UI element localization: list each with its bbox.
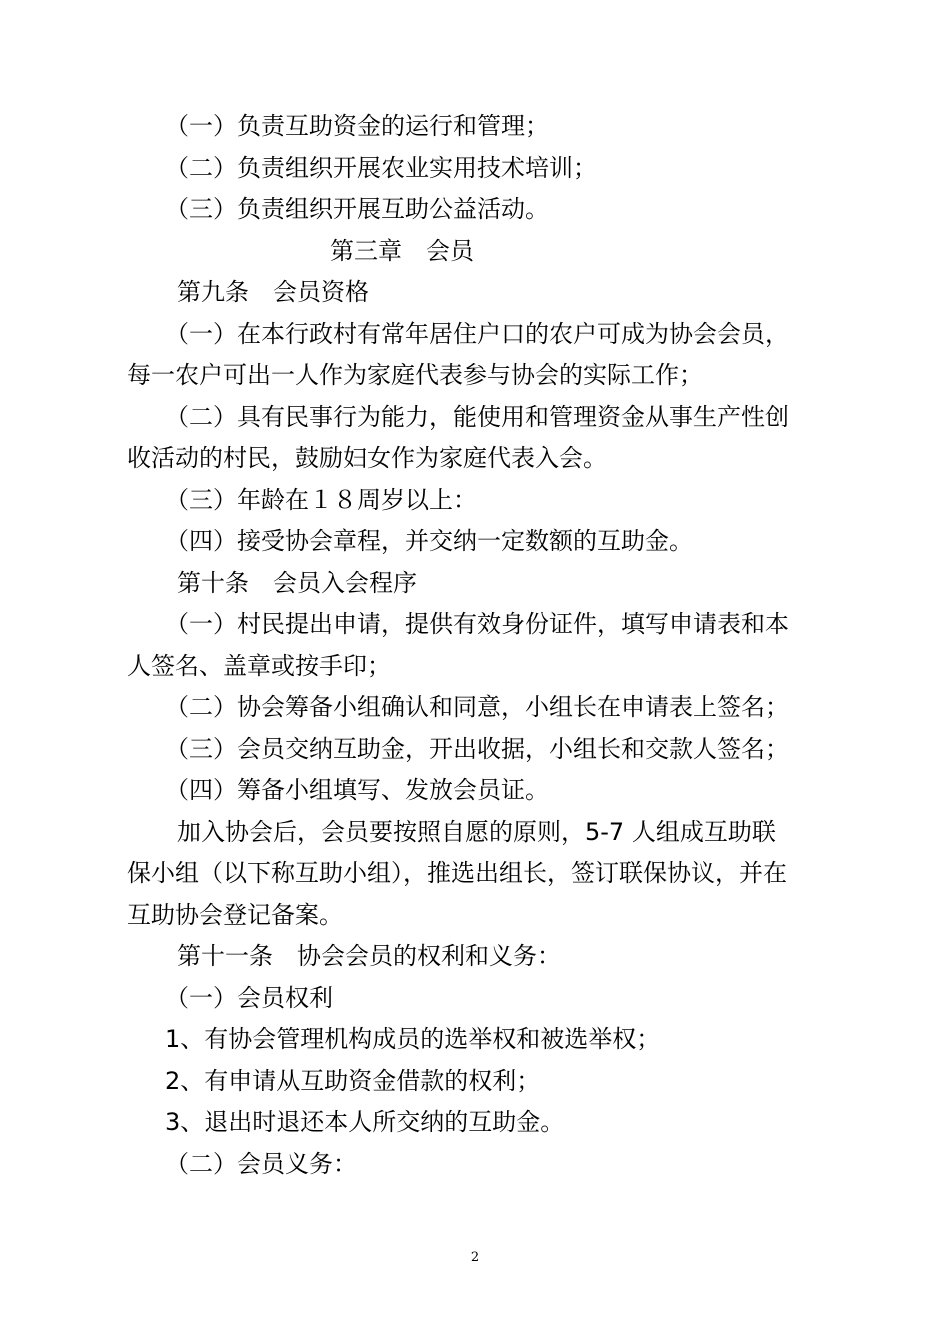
clause-continuation: 收活动的村民，鼓励妇女作为家庭代表入会。 — [127, 444, 607, 472]
clause-line: （二）协会筹备小组确认和同意，小组长在申请表上签名； — [165, 693, 789, 721]
clause-line: （二）会员义务： — [165, 1149, 357, 1178]
clause-line: （一）会员权利 — [165, 983, 333, 1012]
article-heading: 第十一条 协会会员的权利和义务： — [177, 942, 561, 970]
list-item: 2、有申请从互助资金借款的权利； — [165, 1066, 541, 1095]
paragraph-continuation: 互助协会登记备案。 — [127, 900, 343, 929]
page-number: 2 — [470, 1250, 480, 1265]
clause-line: （四）筹备小组填写、发放会员证。 — [165, 776, 549, 804]
clause-line: （一）在本行政村有常年居住户口的农户可成为协会会员， — [165, 319, 789, 348]
clause-line: （一）负责互助资金的运行和管理； — [165, 112, 549, 140]
clause-line: （一）村民提出申请，提供有效身份证件，填写申请表和本 — [165, 610, 789, 638]
clause-continuation: 每一农户可出一人作为家庭代表参与协会的实际工作； — [127, 361, 703, 389]
clause-line: （三）年龄在１８周岁以上： — [165, 485, 477, 514]
chapter-heading: 第三章 会员 — [330, 236, 474, 265]
clause-line: （二）负责组织开展农业实用技术培训； — [165, 153, 597, 182]
clause-line: （三）会员交纳互助金，开出收据，小组长和交款人签名； — [165, 734, 789, 763]
clause-continuation: 人签名、盖章或按手印； — [127, 651, 391, 680]
paragraph-continuation: 保小组（以下称互助小组），推选出组长，签订联保协议，并在 — [127, 859, 787, 887]
clause-line: （二）具有民事行为能力，能使用和管理资金从事生产性创 — [165, 402, 789, 431]
list-item: 3、退出时退还本人所交纳的互助金。 — [165, 1108, 565, 1136]
clause-line: （三）负责组织开展互助公益活动。 — [165, 195, 549, 223]
article-heading: 第九条 会员资格 — [177, 278, 369, 306]
document-body — [127, 106, 827, 1185]
paragraph-line: 加入协会后，会员要按照自愿的原则，5-7 人组成互助联 — [177, 817, 776, 846]
list-item: 1、有协会管理机构成员的选举权和被选举权； — [165, 1025, 661, 1053]
article-heading: 第十条 会员入会程序 — [177, 568, 417, 597]
clause-line: （四）接受协会章程，并交纳一定数额的互助金。 — [165, 527, 693, 555]
